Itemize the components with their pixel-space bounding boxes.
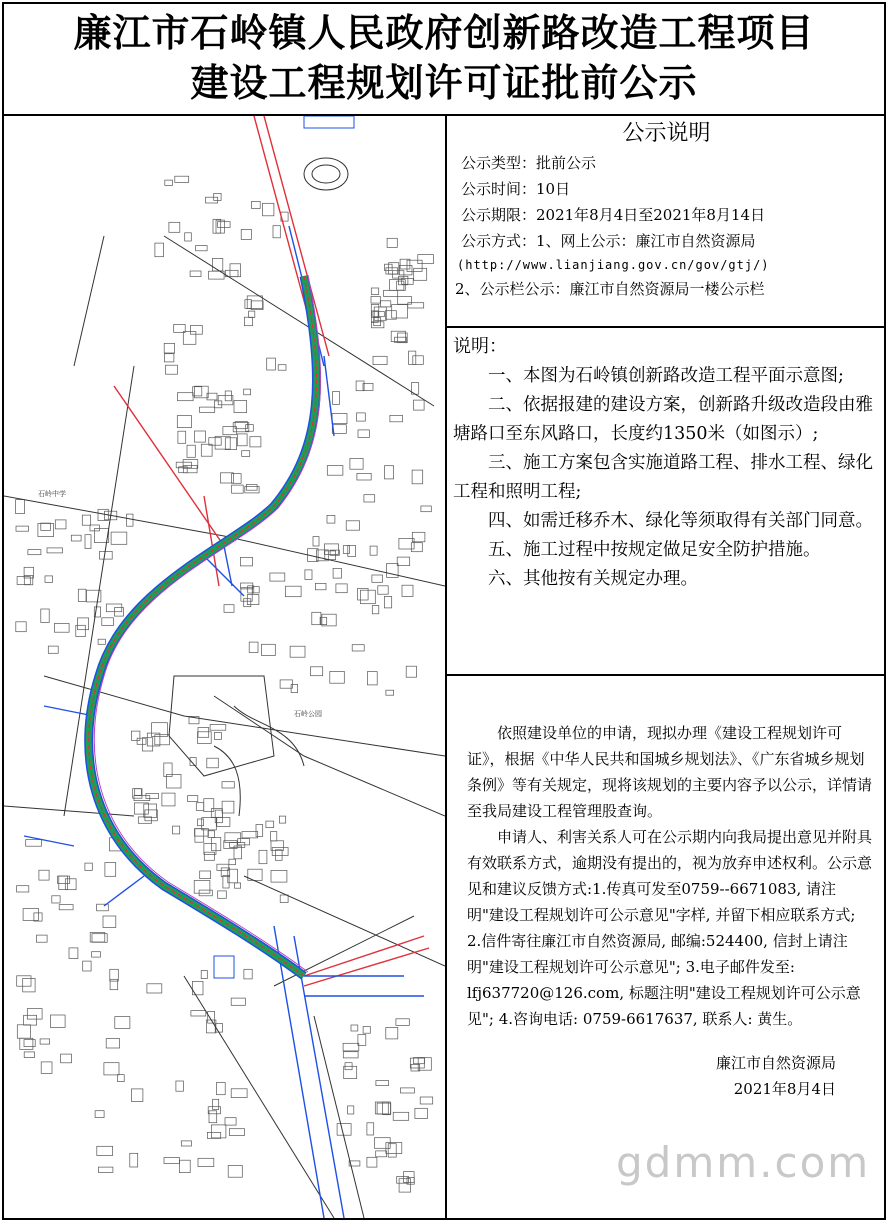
building-footprint bbox=[173, 826, 180, 834]
building-footprint bbox=[41, 523, 51, 530]
building-footprint bbox=[235, 883, 241, 888]
building-footprint bbox=[400, 259, 410, 269]
building-footprint bbox=[252, 587, 259, 593]
park-label: 石岭公园 bbox=[294, 710, 322, 718]
building-footprint bbox=[132, 1089, 143, 1102]
building-footprint bbox=[344, 1066, 357, 1078]
building-footprint bbox=[229, 1129, 244, 1136]
building-footprint bbox=[246, 425, 254, 432]
building-footprint bbox=[198, 728, 209, 738]
building-footprint bbox=[191, 1011, 206, 1016]
building-footprint bbox=[376, 1151, 387, 1157]
building-footprint bbox=[24, 1040, 35, 1047]
building-footprint bbox=[218, 222, 231, 228]
notice-period: 公示期限：2021年8月4日至2021年8月14日 bbox=[461, 206, 766, 224]
building-footprint bbox=[333, 568, 341, 578]
building-footprint bbox=[38, 524, 54, 537]
building-footprint bbox=[322, 614, 336, 626]
building-footprint bbox=[367, 672, 377, 685]
building-footprint bbox=[85, 535, 91, 549]
building-footprint bbox=[358, 430, 369, 438]
building-footprint bbox=[231, 1089, 247, 1098]
building-footprint bbox=[175, 176, 189, 182]
building-footprint bbox=[50, 1015, 65, 1027]
road-plan-drawing bbox=[4, 116, 445, 1218]
building-footprint bbox=[104, 1063, 119, 1075]
building-footprint bbox=[271, 870, 287, 882]
building-footprint bbox=[272, 848, 288, 856]
building-footprint bbox=[83, 961, 91, 971]
building-footprint bbox=[244, 389, 251, 395]
building-footprint bbox=[105, 863, 116, 877]
building-footprint bbox=[327, 515, 335, 523]
building-footprint bbox=[54, 624, 69, 633]
signature-org: 廉江市自然资源局 bbox=[715, 1054, 836, 1072]
building-footprint bbox=[286, 586, 302, 597]
building-footprint bbox=[130, 1153, 138, 1167]
building-footprint bbox=[330, 671, 345, 683]
explanation-item: 六、其他按有关规定办理。 bbox=[488, 569, 698, 589]
building-footprint bbox=[399, 538, 414, 549]
building-footprint bbox=[421, 506, 431, 512]
building-footprint bbox=[26, 840, 42, 847]
building-footprint bbox=[350, 458, 363, 469]
building-footprint bbox=[194, 431, 205, 442]
building-footprint bbox=[24, 1015, 37, 1025]
building-footprint bbox=[97, 904, 109, 911]
watermark: gdmm.com bbox=[616, 1138, 871, 1187]
building-footprint bbox=[52, 896, 60, 903]
announcement-paragraph-1: 依照建设单位的申请，现拟办理《建设工程规划许可证》，根据《中华人民共和国城乡规划法》、《广东省城乡规划条例》等有关规定，现将该规划的主要内容予以公示，详情请至我局建设工程管理股查询。 bbox=[467, 724, 873, 820]
building-footprint bbox=[372, 575, 383, 582]
building-footprint bbox=[343, 546, 349, 554]
building-footprint bbox=[217, 818, 230, 827]
explanation-item: 五、施工过程中按规定做足安全防护措施。 bbox=[488, 540, 821, 560]
building-footprint bbox=[195, 829, 204, 842]
building-footprint bbox=[164, 343, 174, 353]
building-footprint bbox=[144, 804, 157, 817]
building-footprint bbox=[273, 226, 280, 238]
building-footprint bbox=[346, 521, 359, 530]
building-footprint bbox=[188, 796, 198, 802]
building-footprint bbox=[263, 203, 274, 216]
building-footprint bbox=[410, 1058, 424, 1068]
building-footprint bbox=[145, 810, 157, 821]
building-footprint bbox=[48, 646, 58, 653]
building-footprint bbox=[228, 1166, 242, 1178]
building-footprint bbox=[41, 1062, 52, 1074]
building-footprint bbox=[388, 1144, 396, 1157]
building-footprint bbox=[418, 255, 434, 264]
explanation-item: 一、本图为石岭镇创新路改造工程平面示意图; bbox=[488, 366, 844, 386]
building-footprint bbox=[401, 1088, 415, 1093]
building-footprint bbox=[223, 876, 229, 889]
building-footprint bbox=[386, 690, 394, 695]
building-footprint bbox=[24, 1052, 34, 1058]
building-footprint bbox=[270, 573, 285, 581]
building-footprint bbox=[233, 423, 249, 432]
building-footprint bbox=[351, 1025, 358, 1031]
building-footprint bbox=[224, 605, 234, 613]
building-footprint bbox=[115, 1017, 130, 1029]
building-footprint bbox=[271, 841, 284, 851]
building-footprint bbox=[193, 387, 202, 396]
building-footprint bbox=[327, 466, 343, 476]
building-footprint bbox=[210, 725, 226, 731]
building-footprint bbox=[166, 365, 178, 374]
building-footprint bbox=[409, 351, 416, 364]
building-footprint bbox=[402, 585, 413, 596]
building-footprint bbox=[16, 500, 25, 514]
building-footprint bbox=[363, 1027, 370, 1034]
building-footprint bbox=[370, 546, 377, 555]
red-roads bbox=[114, 116, 429, 986]
building-footprint bbox=[408, 303, 424, 308]
building-footprint bbox=[290, 646, 305, 657]
building-footprint bbox=[312, 612, 321, 624]
building-footprint bbox=[313, 537, 319, 546]
building-footprint bbox=[85, 863, 92, 870]
building-footprint bbox=[215, 436, 230, 449]
building-footprint bbox=[190, 271, 201, 277]
building-footprint bbox=[249, 311, 255, 317]
building-footprint bbox=[208, 831, 215, 838]
building-footprint bbox=[131, 731, 140, 740]
building-footprint bbox=[262, 644, 276, 655]
building-footprint bbox=[252, 201, 261, 208]
building-footprint bbox=[178, 431, 186, 443]
building-footprint bbox=[420, 1097, 433, 1104]
building-footprint bbox=[378, 586, 388, 594]
building-footprint bbox=[207, 758, 219, 768]
building-footprint bbox=[364, 495, 375, 502]
building-footprint bbox=[213, 1099, 219, 1109]
building-footprint bbox=[377, 1103, 391, 1114]
building-footprint bbox=[58, 876, 70, 883]
notice-url: (http://www.lianjiang.gov.cn/gov/gtj/) bbox=[457, 258, 770, 272]
building-footprint bbox=[177, 393, 193, 401]
building-footprint bbox=[234, 401, 247, 413]
building-footprint bbox=[413, 356, 424, 365]
building-footprint bbox=[118, 1075, 125, 1082]
building-footprint bbox=[305, 570, 312, 580]
building-footprint bbox=[415, 1108, 428, 1118]
building-footprint bbox=[164, 1158, 180, 1164]
building-footprint bbox=[106, 1039, 119, 1048]
building-footprint bbox=[146, 794, 159, 799]
building-footprint bbox=[40, 1039, 50, 1044]
building-footprint bbox=[17, 976, 31, 986]
site-plan-map bbox=[4, 116, 445, 1218]
building-footprint bbox=[387, 238, 397, 247]
building-footprint bbox=[201, 444, 212, 456]
building-footprint bbox=[190, 326, 202, 335]
explanation-item: 三、施工方案包含实施道路工程、排水工程、绿化工程和照明工程; bbox=[453, 453, 873, 502]
building-footprint bbox=[179, 1160, 190, 1172]
building-footprint bbox=[177, 416, 191, 428]
building-footprint bbox=[244, 317, 252, 326]
building-footprint bbox=[343, 1052, 358, 1058]
notice-heading: 公示说明 bbox=[622, 121, 711, 146]
building-footprint bbox=[222, 801, 234, 813]
building-footprint bbox=[194, 881, 210, 894]
building-footprint bbox=[65, 879, 76, 890]
building-footprint bbox=[23, 909, 38, 921]
notice-section bbox=[447, 118, 886, 328]
building-footprint bbox=[212, 258, 222, 271]
building-footprint bbox=[162, 793, 175, 806]
building-footprint bbox=[245, 300, 252, 309]
building-footprint bbox=[241, 229, 251, 239]
building-footprint bbox=[185, 233, 192, 241]
building-footprint bbox=[222, 782, 234, 788]
building-footprint bbox=[183, 332, 196, 345]
building-footprint bbox=[332, 414, 347, 424]
building-footprint bbox=[234, 846, 242, 859]
building-footprint bbox=[208, 1011, 215, 1023]
building-footprint bbox=[39, 870, 49, 880]
building-footprint bbox=[399, 276, 408, 285]
building-footprint bbox=[383, 1102, 391, 1115]
notice-method: 公示方式：1、网上公示：廉江市自然资源局 bbox=[461, 232, 756, 250]
building-footprint bbox=[169, 222, 180, 232]
building-footprint bbox=[59, 876, 68, 890]
building-footprint bbox=[204, 799, 214, 812]
explanation-section bbox=[447, 328, 886, 676]
building-footprint bbox=[357, 413, 366, 421]
building-footprint bbox=[396, 1019, 409, 1026]
signature-date: 2021年8月4日 bbox=[733, 1080, 836, 1098]
building-footprint bbox=[375, 1138, 391, 1149]
building-footprint bbox=[232, 474, 242, 484]
building-footprint bbox=[376, 1081, 389, 1086]
building-footprint bbox=[267, 358, 276, 370]
building-footprint bbox=[259, 850, 267, 863]
building-footprint bbox=[332, 425, 346, 434]
building-footprint bbox=[196, 246, 208, 251]
building-footprint bbox=[187, 445, 195, 457]
building-footprint bbox=[412, 470, 423, 484]
building-footprint bbox=[279, 816, 285, 823]
text-column bbox=[445, 116, 886, 1220]
building-footprint bbox=[336, 584, 347, 593]
building-footprint bbox=[333, 392, 340, 405]
building-footprint bbox=[406, 666, 416, 677]
building-footprint bbox=[17, 1025, 30, 1038]
building-footprint bbox=[198, 819, 204, 826]
building-footprint bbox=[238, 434, 248, 446]
building-footprint bbox=[45, 576, 53, 583]
building-footprint bbox=[225, 438, 236, 450]
building-footprint bbox=[371, 296, 380, 303]
building-footprint bbox=[384, 290, 398, 296]
title-line-2: 建设工程规划许可证批前公示 bbox=[190, 61, 698, 105]
building-footprint bbox=[343, 1043, 359, 1051]
building-footprint bbox=[392, 305, 408, 318]
notice-duration: 公示时间：10日 bbox=[461, 180, 571, 198]
building-footprint bbox=[217, 864, 229, 870]
building-footprint bbox=[250, 437, 261, 447]
secondary-roads bbox=[4, 236, 445, 1218]
building-footprint bbox=[92, 952, 101, 957]
building-footprint bbox=[37, 935, 48, 942]
building-footprint bbox=[59, 905, 73, 910]
building-footprint bbox=[181, 1141, 191, 1146]
building-footprint bbox=[217, 1083, 226, 1095]
building-footprint bbox=[311, 667, 323, 676]
building-footprint bbox=[20, 1038, 33, 1049]
building-footprint bbox=[324, 544, 338, 555]
building-footprint bbox=[357, 473, 371, 480]
building-footprint bbox=[164, 354, 174, 362]
building-footprint bbox=[127, 514, 133, 526]
building-footprint bbox=[238, 839, 250, 845]
building-footprint bbox=[27, 1009, 42, 1020]
building-footprint bbox=[229, 859, 236, 865]
building-footprint bbox=[390, 415, 403, 421]
building-footprint bbox=[78, 618, 89, 630]
building-footprint bbox=[111, 532, 127, 544]
building-footprint bbox=[218, 891, 227, 898]
building-footprint bbox=[251, 301, 263, 310]
building-footprint bbox=[41, 609, 49, 623]
building-footprint bbox=[352, 645, 364, 651]
building-footprint bbox=[363, 383, 373, 390]
building-footprint bbox=[411, 543, 422, 552]
building-footprint bbox=[246, 485, 257, 491]
building-footprint bbox=[242, 832, 258, 838]
explanation-item: 二、依据报建的建设方案，创新路升级改造段由雅塘路口至东风路口，长度约1350米（如图示）; bbox=[453, 395, 873, 444]
building-footprint bbox=[71, 535, 81, 541]
building-footprint bbox=[407, 260, 422, 271]
building-footprint bbox=[55, 520, 66, 529]
building-footprint bbox=[244, 969, 252, 979]
building-footprint bbox=[348, 546, 356, 557]
building-footprint bbox=[214, 733, 221, 740]
building-blocks bbox=[16, 176, 434, 1192]
building-footprint bbox=[28, 550, 41, 555]
building-footprint bbox=[371, 288, 378, 295]
park-area bbox=[169, 676, 304, 816]
building-footprint bbox=[147, 984, 162, 993]
building-footprint bbox=[397, 281, 404, 290]
building-footprint bbox=[381, 301, 391, 307]
building-footprint bbox=[249, 642, 258, 652]
building-footprint bbox=[399, 1179, 411, 1192]
explanation-heading: 说明： bbox=[453, 336, 507, 357]
building-footprint bbox=[134, 803, 148, 814]
building-footprint bbox=[165, 180, 173, 185]
building-footprint bbox=[247, 595, 259, 605]
building-footprint bbox=[69, 948, 78, 959]
building-footprint bbox=[95, 1111, 104, 1118]
building-footprint bbox=[137, 738, 146, 744]
building-footprint bbox=[155, 243, 164, 257]
building-footprint bbox=[266, 821, 274, 828]
building-footprint bbox=[256, 825, 263, 837]
building-footprint bbox=[240, 557, 252, 566]
building-footprint bbox=[201, 971, 207, 979]
explanation-item: 四、如需迁移乔木、绿化等须取得有关部门同意。 bbox=[488, 511, 873, 531]
building-footprint bbox=[242, 451, 250, 457]
building-footprint bbox=[196, 803, 203, 811]
building-footprint bbox=[337, 1124, 351, 1136]
building-footprint bbox=[100, 551, 113, 559]
building-footprint bbox=[98, 639, 105, 644]
building-footprint bbox=[16, 622, 26, 632]
building-footprint bbox=[198, 1158, 214, 1166]
building-footprint bbox=[17, 886, 29, 892]
building-footprint bbox=[102, 618, 114, 626]
building-footprint bbox=[200, 871, 211, 879]
building-footprint bbox=[414, 268, 427, 280]
track-field bbox=[304, 158, 348, 190]
building-footprint bbox=[225, 1118, 236, 1125]
building-footprint bbox=[223, 427, 237, 435]
title-block bbox=[2, 2, 886, 116]
building-footprint bbox=[372, 606, 379, 614]
announcement-body bbox=[447, 676, 886, 1102]
building-footprint bbox=[176, 1081, 184, 1091]
building-footprint bbox=[384, 596, 391, 608]
building-footprint bbox=[98, 1167, 113, 1172]
building-footprint bbox=[414, 400, 425, 410]
building-footprint bbox=[135, 789, 142, 796]
building-footprint bbox=[97, 1146, 113, 1155]
building-footprint bbox=[280, 895, 288, 903]
building-footprint bbox=[207, 1132, 220, 1138]
building-footprint bbox=[47, 548, 63, 553]
building-footprint bbox=[209, 1111, 217, 1123]
building-footprint bbox=[386, 1028, 398, 1039]
building-footprint bbox=[367, 1123, 374, 1135]
building-footprint bbox=[393, 1112, 409, 1120]
building-footprint bbox=[16, 526, 29, 531]
title-line-1: 廉江市石岭镇人民政府创新路改造工程项目 bbox=[73, 11, 815, 55]
building-footprint bbox=[82, 515, 90, 525]
building-footprint bbox=[275, 850, 282, 861]
announcement-paragraph-2: 申请人、利害关系人可在公示期内向我局提出意见并附具有效联系方式，逾期没有提出的，视为放弃申述权利。公示意见和建议反馈方式:1.传真可发至0759--6671083, 请注明"建设工程规划许可公示意见"字样, 并留下相应联系方式; 2.信件寄往廉江市自然资源局, 邮编:524400, 信封上请注明"建设工程规划许可公示意见"; 3.电子邮件发至: lfj637720@126.com, 标题注明"建设工程规划许可公示意见"; 4.咨询电话: 0759-6617637, 联系人: 黄生。 bbox=[467, 828, 873, 1028]
building-footprint bbox=[348, 1106, 354, 1114]
building-footprint bbox=[78, 589, 86, 601]
building-footprint bbox=[367, 1157, 377, 1167]
building-footprint bbox=[204, 852, 214, 860]
notice-type: 公示类型：批前公示 bbox=[461, 154, 597, 172]
building-footprint bbox=[315, 583, 326, 589]
building-footprint bbox=[225, 391, 231, 401]
building-footprint bbox=[280, 680, 292, 688]
building-footprint bbox=[232, 485, 244, 493]
building-footprint bbox=[61, 1054, 72, 1063]
building-footprint bbox=[373, 356, 387, 364]
building-footprint bbox=[271, 832, 277, 841]
building-footprint bbox=[278, 365, 286, 371]
building-footprint bbox=[103, 916, 116, 928]
building-footprint bbox=[397, 557, 410, 566]
building-footprint bbox=[385, 466, 394, 479]
building-footprint bbox=[23, 978, 35, 992]
building-footprint bbox=[247, 296, 262, 309]
building-footprint bbox=[211, 1125, 226, 1138]
building-footprint bbox=[231, 998, 245, 1005]
notice-board: 2、公示栏公示：廉江市自然资源局一楼公示栏 bbox=[455, 280, 765, 298]
building-footprint bbox=[200, 407, 215, 412]
school-label: 石岭中学 bbox=[38, 490, 66, 498]
building-footprint bbox=[34, 913, 42, 921]
